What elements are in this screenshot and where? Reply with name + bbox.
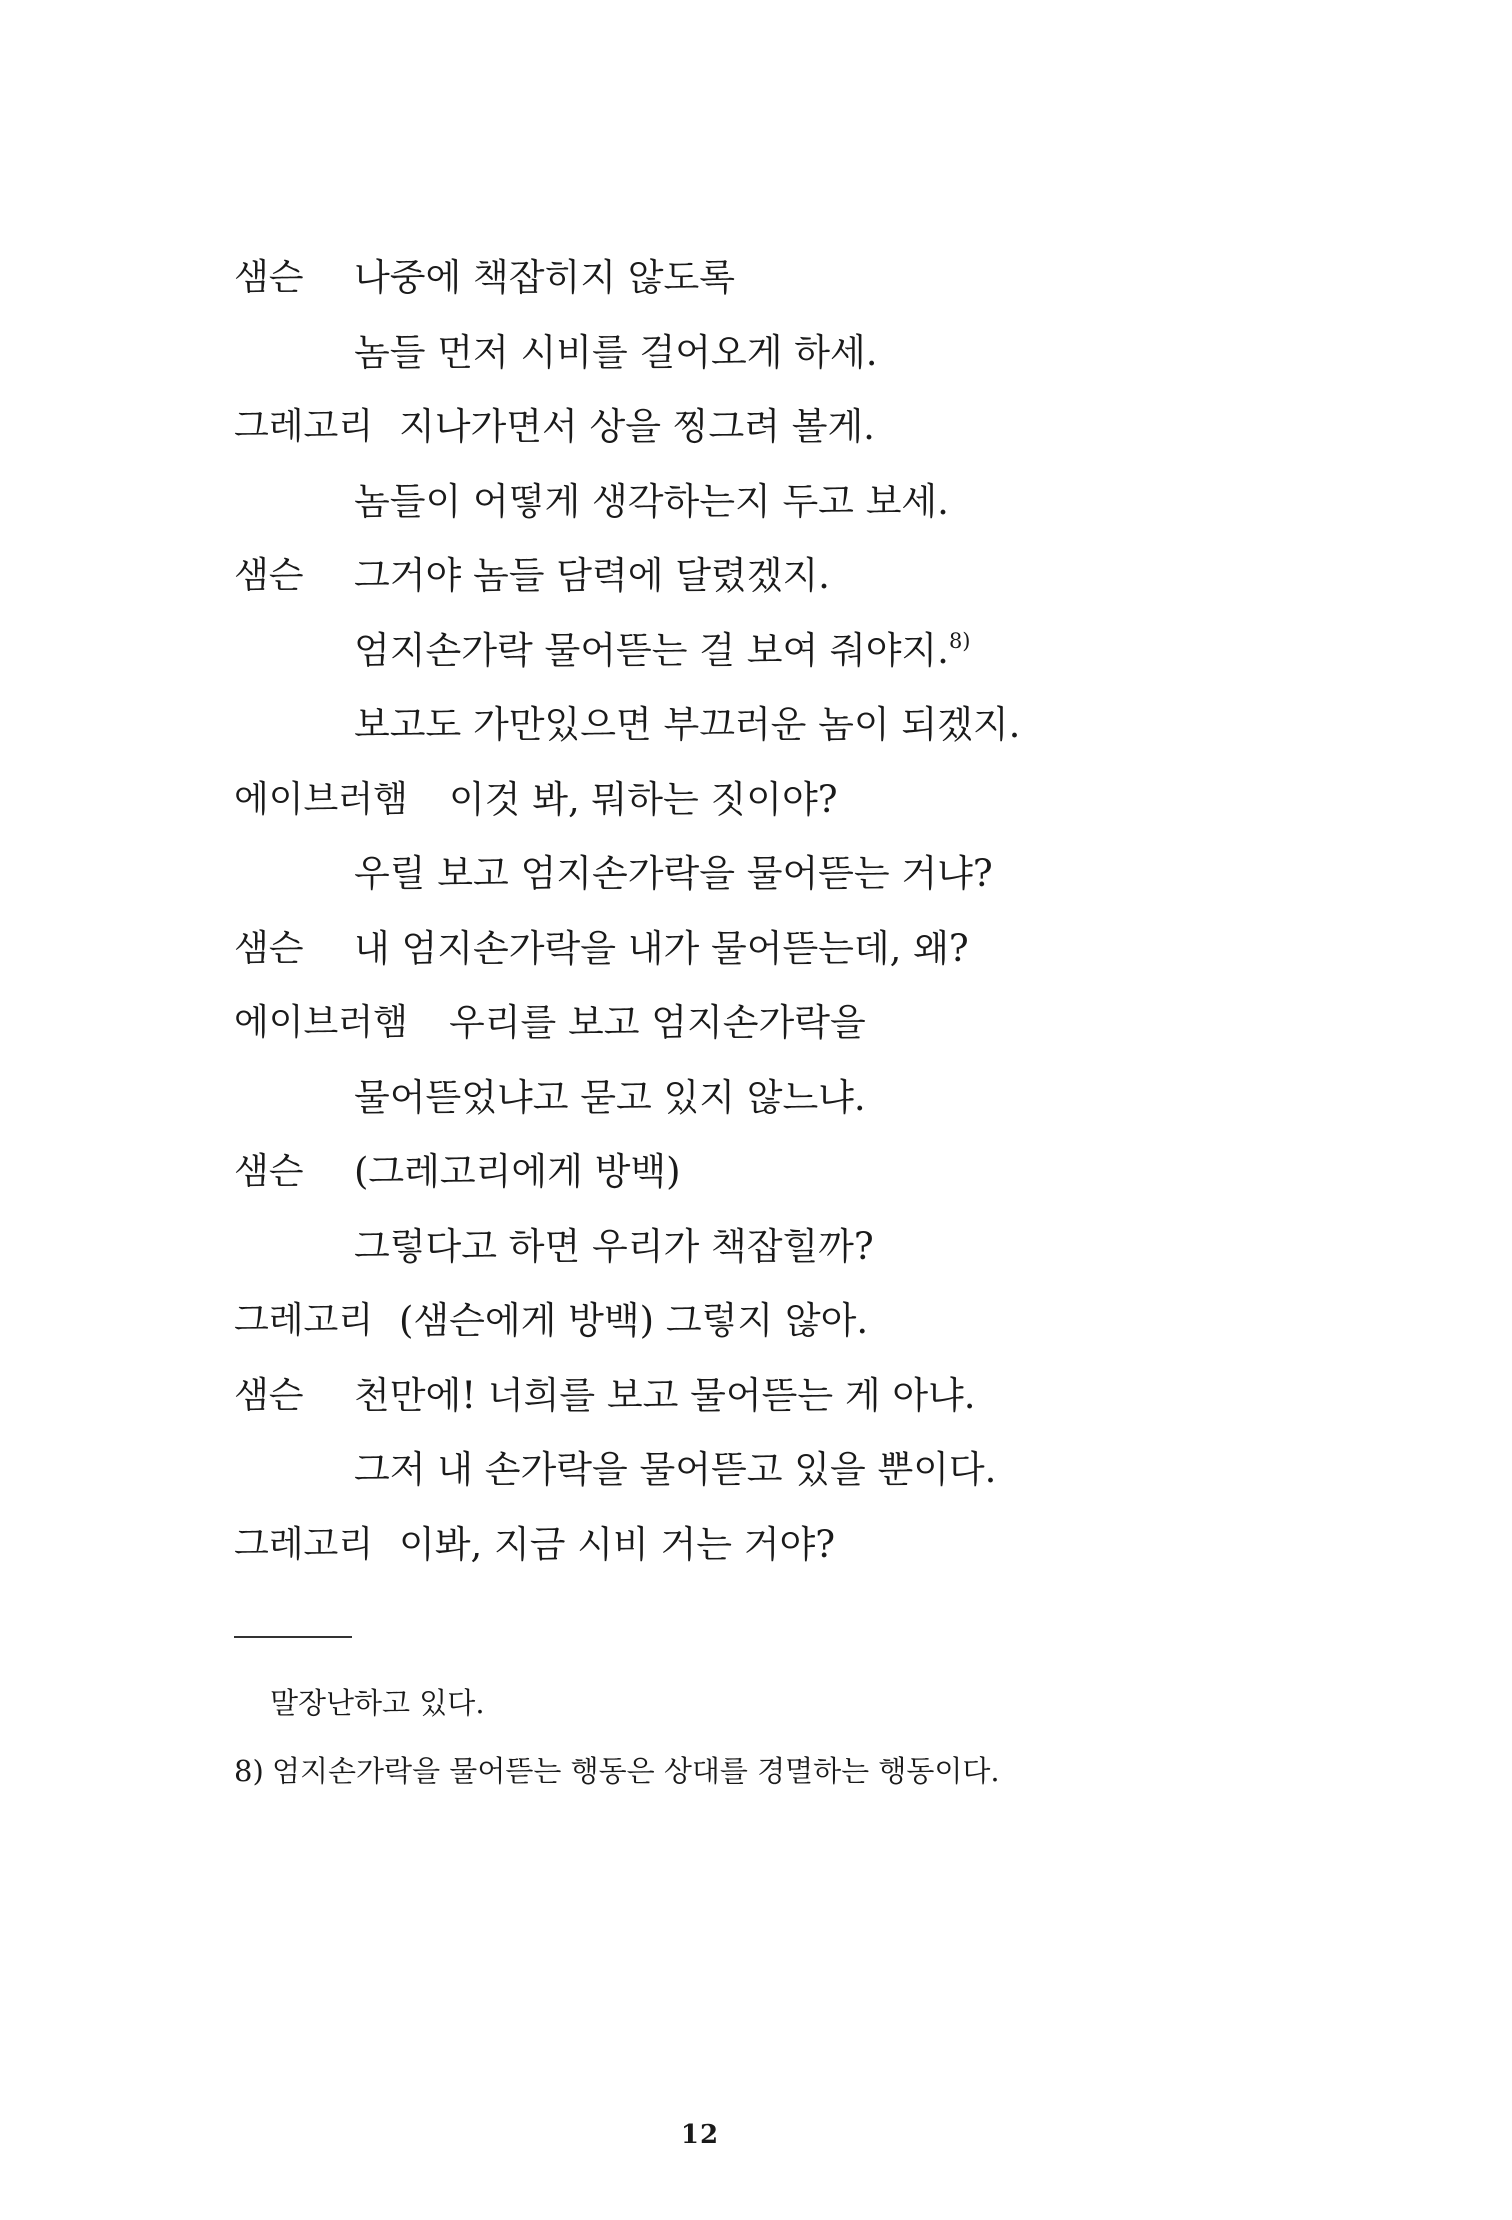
dialogue-text bbox=[354, 1368, 976, 1424]
dialogue-text-body: 놈들이 어떻게 생각하는지 두고 보세. bbox=[354, 479, 949, 523]
dialogue-text-body: 엄지손가락 물어뜯는 걸 보여 줘야지. bbox=[354, 628, 949, 672]
dialogue-text bbox=[449, 995, 866, 1051]
dialogue-text bbox=[354, 1144, 681, 1200]
speaker-name: 샘슨 bbox=[234, 927, 304, 969]
footnotes-block bbox=[234, 1680, 1294, 1816]
dialogue-text bbox=[354, 474, 949, 530]
dialogue-text bbox=[354, 697, 1020, 753]
dialogue-line bbox=[234, 474, 1294, 549]
dialogue-line bbox=[234, 1070, 1294, 1145]
footnote-separator bbox=[234, 1636, 352, 1638]
dialogue-text bbox=[399, 1293, 868, 1349]
dialogue-text-body: 이것 봐, 뭐하는 짓이야? bbox=[449, 777, 838, 821]
dialogue-block bbox=[234, 250, 1294, 1591]
dialogue-text-body: 내 엄지손가락을 내가 물어뜯는데, 왜? bbox=[354, 926, 969, 970]
dialogue-text-body: 그렇다고 하면 우리가 책잡힐까? bbox=[354, 1224, 874, 1268]
dialogue-line bbox=[234, 1293, 1294, 1368]
page-number: 12 bbox=[680, 2120, 720, 2150]
footnote-marker: 8) bbox=[234, 1754, 264, 1788]
dialogue-text-body: 보고도 가만있으면 부끄러운 놈이 되겠지. bbox=[354, 703, 1021, 746]
dialogue-line bbox=[234, 1368, 1294, 1443]
dialogue-line bbox=[234, 1144, 1294, 1219]
dialogue-line bbox=[234, 995, 1294, 1070]
speaker-name: 그레고리 bbox=[234, 406, 374, 447]
footnote-reference: 8) bbox=[948, 628, 971, 653]
dialogue-line bbox=[234, 250, 1294, 325]
dialogue-line bbox=[234, 1517, 1294, 1592]
dialogue-line bbox=[234, 1219, 1294, 1294]
speaker-name: 에이브러햄 bbox=[234, 778, 408, 820]
dialogue-text-body: 나중에 책잡히지 않도록 bbox=[354, 256, 735, 299]
dialogue-text bbox=[399, 399, 875, 455]
dialogue-text-body: (그레고리에게 방백) bbox=[354, 1150, 681, 1193]
dialogue-text bbox=[354, 250, 735, 306]
dialogue-line bbox=[234, 921, 1294, 996]
dialogue-text-body: 이봐, 지금 시비 거는 거야? bbox=[399, 1522, 836, 1566]
speaker-name: 에이브러햄 bbox=[234, 1002, 408, 1043]
dialogue-text-body: 우릴 보고 엄지손가락을 물어뜯는 거냐? bbox=[354, 852, 993, 895]
dialogue-line bbox=[234, 399, 1294, 474]
dialogue-text bbox=[354, 1070, 866, 1126]
dialogue-text bbox=[354, 1219, 874, 1275]
dialogue-line bbox=[234, 623, 1294, 698]
speaker-name: 샘슨 bbox=[234, 257, 304, 298]
speaker-name: 샘슨 bbox=[234, 1374, 304, 1416]
dialogue-text-body: 우리를 보고 엄지손가락을 bbox=[449, 1001, 866, 1044]
dialogue-line bbox=[234, 325, 1294, 400]
dialogue-text bbox=[354, 1442, 996, 1498]
dialogue-text-body: 그저 내 손가락을 물어뜯고 있을 뿐이다. bbox=[354, 1448, 997, 1491]
dialogue-text-body: 지나가면서 상을 찡그려 볼게. bbox=[399, 405, 875, 448]
speaker-name: 그레고리 bbox=[234, 1300, 374, 1341]
dialogue-text bbox=[354, 623, 971, 679]
dialogue-text bbox=[399, 1517, 835, 1573]
dialogue-text-body: 물어뜯었냐고 묻고 있지 않느냐. bbox=[354, 1075, 866, 1119]
dialogue-line bbox=[234, 548, 1294, 623]
dialogue-text bbox=[354, 846, 993, 902]
footnote bbox=[234, 1748, 1294, 1816]
footnote-text: 엄지손가락을 물어뜯는 행동은 상대를 경멸하는 행동이다. bbox=[272, 1754, 1000, 1788]
speaker-name: 샘슨 bbox=[234, 555, 304, 596]
footnote-text: 말장난하고 있다. bbox=[270, 1686, 485, 1720]
dialogue-text-body: (샘슨에게 방백) 그렇지 않아. bbox=[399, 1299, 869, 1342]
dialogue-text bbox=[354, 548, 830, 604]
dialogue-text-body: 천만에! 너희를 보고 물어뜯는 게 아냐. bbox=[354, 1373, 976, 1417]
dialogue-text bbox=[354, 325, 877, 381]
dialogue-line bbox=[234, 697, 1294, 772]
dialogue-text bbox=[354, 921, 969, 977]
dialogue-text bbox=[449, 772, 838, 828]
footnote bbox=[234, 1680, 1294, 1748]
dialogue-line bbox=[234, 772, 1294, 847]
speaker-name: 샘슨 bbox=[234, 1151, 304, 1192]
speaker-name: 그레고리 bbox=[234, 1523, 374, 1565]
dialogue-text-body: 놈들 먼저 시비를 걸어오게 하세. bbox=[354, 330, 878, 374]
dialogue-text-body: 그거야 놈들 담력에 달렸겠지. bbox=[354, 554, 830, 597]
dialogue-line bbox=[234, 1442, 1294, 1517]
dialogue-line bbox=[234, 846, 1294, 921]
